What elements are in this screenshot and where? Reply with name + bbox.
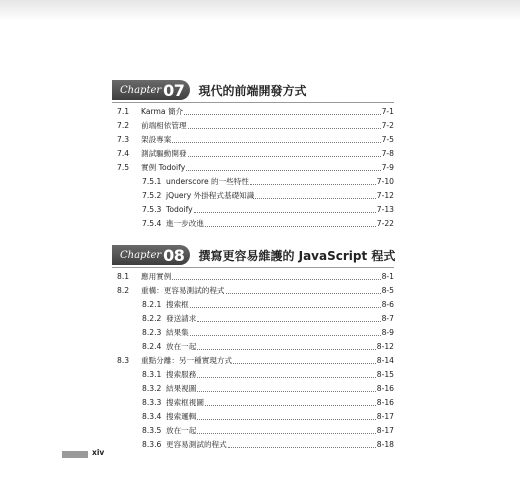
entry-title: Todoify bbox=[166, 205, 193, 214]
toc-subentry[interactable] bbox=[117, 189, 394, 203]
chapter-07-rule bbox=[112, 102, 394, 103]
chapter-title: 撰寫更容易維護的 JavaScript 程式 bbox=[198, 248, 396, 263]
toc-subentry[interactable] bbox=[117, 382, 394, 396]
entry-number: 8.3.2 bbox=[142, 384, 162, 393]
chapter-08-rule bbox=[112, 267, 394, 268]
toc-entry[interactable] bbox=[117, 284, 394, 298]
entry-title: 前端相依管理 bbox=[141, 121, 187, 130]
entry-number: 8.3.4 bbox=[142, 412, 162, 421]
toc-entry[interactable] bbox=[117, 147, 394, 161]
entry-page: 8-12 bbox=[376, 342, 394, 351]
toc-subentry[interactable] bbox=[117, 326, 394, 340]
entry-number: 7.3 bbox=[117, 135, 130, 144]
entry-page: 7-10 bbox=[376, 177, 394, 186]
entry-title: 搜索服務 bbox=[166, 370, 197, 379]
leader-dots bbox=[172, 278, 380, 280]
chapter-08-toc bbox=[117, 270, 394, 452]
entry-number: 7.5.1 bbox=[142, 177, 162, 186]
entry-title: 結果集 bbox=[166, 328, 189, 337]
entry-title: 放在一起 bbox=[166, 426, 197, 435]
leader-dots bbox=[197, 418, 375, 420]
entry-page: 8-6 bbox=[381, 300, 394, 309]
toc-entry[interactable] bbox=[117, 270, 394, 284]
leader-dots bbox=[172, 141, 380, 143]
entry-number: 8.3.1 bbox=[142, 370, 162, 379]
toc-subentry[interactable] bbox=[117, 368, 394, 382]
entry-page: 8-1 bbox=[381, 272, 394, 281]
leader-dots bbox=[188, 127, 381, 129]
toc-subentry[interactable] bbox=[117, 340, 394, 354]
entry-page: 8-14 bbox=[376, 356, 394, 365]
entry-number: 7.5.2 bbox=[142, 191, 162, 200]
entry-page: 8-9 bbox=[381, 328, 394, 337]
toc-subentry[interactable] bbox=[117, 298, 394, 312]
entry-title: 發送請求 bbox=[166, 314, 197, 323]
entry-page: 7-9 bbox=[381, 163, 394, 172]
leader-dots bbox=[197, 432, 375, 434]
toc-subentry[interactable] bbox=[117, 312, 394, 326]
page-number: xiv bbox=[92, 448, 105, 457]
entry-title: 放在一起 bbox=[166, 342, 197, 351]
footer-marker-bar bbox=[62, 451, 88, 458]
entry-number: 7.5 bbox=[117, 163, 130, 172]
leader-dots bbox=[197, 320, 380, 322]
chapter-07-toc bbox=[117, 105, 394, 231]
entry-title: 搜索框 bbox=[166, 300, 189, 309]
entry-title: jQuery 外掛程式基礎知識 bbox=[166, 191, 255, 200]
toc-entry[interactable] bbox=[117, 119, 394, 133]
entry-number: 8.2 bbox=[117, 286, 130, 295]
entry-page: 8-17 bbox=[376, 426, 394, 435]
entry-title: underscore 的一些特性 bbox=[166, 177, 250, 186]
chapter-word: Chapter bbox=[120, 84, 162, 96]
entry-title: 架設專案 bbox=[141, 135, 172, 144]
toc-entry[interactable] bbox=[117, 161, 394, 175]
toc-entry[interactable] bbox=[117, 133, 394, 147]
entry-number: 8.2.1 bbox=[142, 300, 162, 309]
entry-title: 結果視圖 bbox=[166, 384, 197, 393]
entry-page: 8-15 bbox=[376, 370, 394, 379]
chapter-title: 現代的前端開發方式 bbox=[198, 83, 307, 98]
entry-title: 重構：更容易測試的程式 bbox=[141, 286, 225, 295]
entry-page: 7-13 bbox=[376, 205, 394, 214]
entry-page: 8-18 bbox=[376, 440, 394, 449]
entry-number: 7.1 bbox=[117, 107, 130, 116]
entry-title: Karma 簡介 bbox=[141, 107, 184, 116]
entry-page: 7-8 bbox=[381, 149, 394, 158]
entry-page: 8-16 bbox=[376, 398, 394, 407]
chapter-07-header bbox=[112, 80, 408, 100]
top-gradient-band bbox=[0, 0, 520, 20]
entry-page: 7-12 bbox=[376, 191, 394, 200]
toc-subentry[interactable] bbox=[117, 175, 394, 189]
toc-subentry[interactable] bbox=[117, 410, 394, 424]
leader-dots bbox=[205, 404, 376, 406]
entry-number: 8.2.3 bbox=[142, 328, 162, 337]
leader-dots bbox=[184, 113, 380, 115]
leader-dots bbox=[255, 197, 375, 199]
chapter-number: 08 bbox=[163, 245, 185, 265]
toc-subentry[interactable] bbox=[117, 424, 394, 438]
entry-title: 搜索邏輯 bbox=[166, 412, 197, 421]
chapter-tag bbox=[112, 245, 190, 265]
leader-dots bbox=[228, 446, 376, 448]
leader-dots bbox=[205, 225, 376, 227]
entry-title: 應用實例 bbox=[141, 272, 172, 281]
entry-number: 8.3 bbox=[117, 356, 130, 365]
entry-title: 搜索框視圖 bbox=[166, 398, 204, 407]
toc-entry[interactable] bbox=[117, 105, 394, 119]
leader-dots bbox=[233, 362, 376, 364]
chapter-tag bbox=[112, 80, 190, 100]
chapter-word: Chapter bbox=[120, 249, 162, 261]
entry-title: 實例 Todoify bbox=[141, 163, 186, 172]
entry-page: 7-22 bbox=[376, 219, 394, 228]
entry-title: 測試驅動開發 bbox=[141, 149, 187, 158]
entry-title: 更容易測試的程式 bbox=[166, 440, 227, 449]
entry-number: 8.2.4 bbox=[142, 342, 162, 351]
leader-dots bbox=[190, 306, 381, 308]
entry-page: 7-2 bbox=[381, 121, 394, 130]
entry-page: 8-5 bbox=[381, 286, 394, 295]
chapter-08-header bbox=[112, 245, 408, 265]
entry-page: 7-1 bbox=[381, 107, 394, 116]
leader-dots bbox=[188, 155, 381, 157]
leader-dots bbox=[197, 390, 375, 392]
entry-page: 8-17 bbox=[376, 412, 394, 421]
entry-number: 8.3.6 bbox=[142, 440, 162, 449]
leader-dots bbox=[197, 348, 375, 350]
entry-page: 8-7 bbox=[381, 314, 394, 323]
leader-dots bbox=[226, 292, 381, 294]
entry-number: 8.3.5 bbox=[142, 426, 162, 435]
entry-number: 7.5.4 bbox=[142, 219, 162, 228]
toc-subentry[interactable] bbox=[117, 396, 394, 410]
entry-page: 8-16 bbox=[376, 384, 394, 393]
toc-subentry[interactable] bbox=[117, 217, 394, 231]
chapter-number: 07 bbox=[163, 80, 185, 100]
entry-title: 重點分離：另一種實現方式 bbox=[141, 356, 233, 365]
toc-entry[interactable] bbox=[117, 354, 394, 368]
entry-number: 8.1 bbox=[117, 272, 130, 281]
leader-dots bbox=[186, 169, 380, 171]
entry-number: 7.5.3 bbox=[142, 205, 162, 214]
entry-number: 7.2 bbox=[117, 121, 130, 130]
entry-number: 7.4 bbox=[117, 149, 130, 158]
leader-dots bbox=[250, 183, 376, 185]
entry-page: 7-5 bbox=[381, 135, 394, 144]
toc-subentry[interactable] bbox=[117, 203, 394, 217]
leader-dots bbox=[190, 334, 381, 336]
entry-title: 進一步改進 bbox=[166, 219, 204, 228]
leader-dots bbox=[194, 211, 376, 213]
entry-number: 8.2.2 bbox=[142, 314, 162, 323]
entry-number: 8.3.3 bbox=[142, 398, 162, 407]
toc-subentry[interactable] bbox=[117, 438, 394, 452]
leader-dots bbox=[197, 376, 375, 378]
